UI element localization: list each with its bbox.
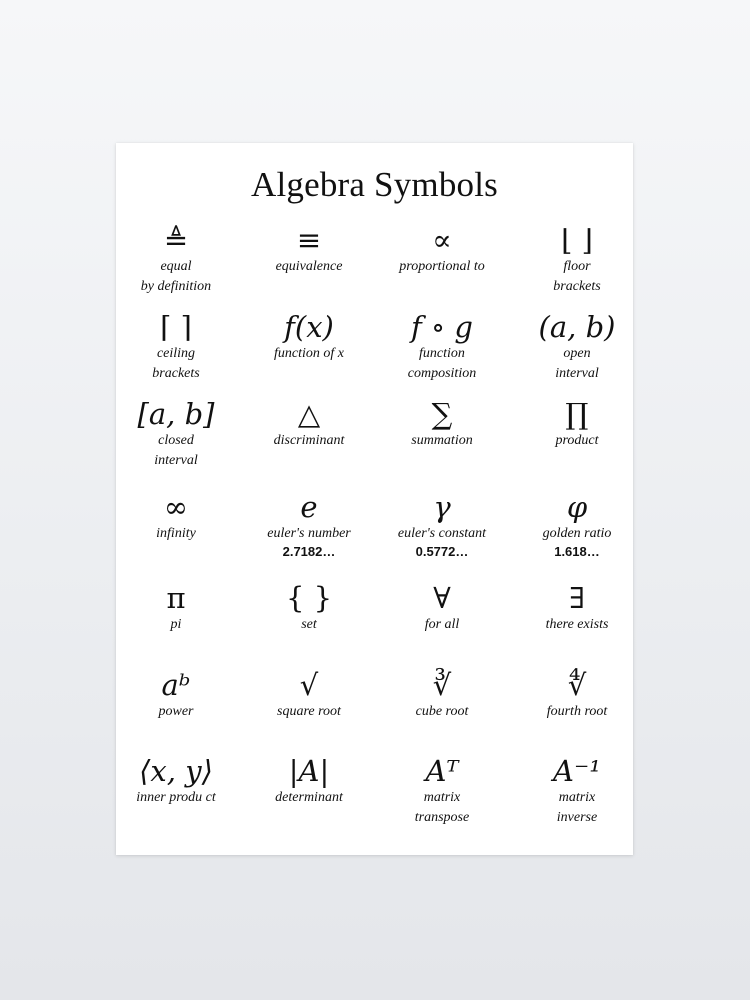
math-symbol: ∑: [431, 397, 453, 431]
symbol-label: floor: [563, 259, 591, 274]
math-symbol: γ: [433, 490, 451, 524]
math-symbol: f ∘ g: [411, 310, 473, 344]
symbol-card: [513, 397, 641, 451]
symbol-card: [245, 310, 373, 364]
math-symbol: A⁻¹: [553, 754, 601, 788]
poster-title: Algebra Symbols: [250, 165, 498, 204]
symbol-card: [513, 754, 641, 828]
math-symbol: ∝: [432, 223, 452, 257]
poster: [116, 143, 633, 855]
symbol-card: [378, 754, 506, 828]
symbol-card: [112, 581, 240, 635]
symbol-label: set: [301, 617, 317, 632]
symbol-label: proportional to: [399, 259, 485, 274]
symbol-label: equal: [160, 259, 192, 274]
symbol-label: brackets: [152, 366, 200, 381]
symbol-card: [513, 223, 641, 297]
symbol-label: inverse: [556, 810, 598, 825]
math-symbol: [a, b]: [137, 397, 215, 431]
symbol-label: determinant: [275, 790, 343, 805]
math-symbol: ∀: [433, 581, 451, 615]
symbol-label: golden ratio: [542, 526, 612, 541]
symbol-label: equivalence: [275, 259, 343, 274]
symbol-label: composition: [407, 366, 477, 381]
symbol-label: brackets: [553, 279, 601, 294]
symbol-card: [245, 490, 373, 560]
symbol-label: closed: [158, 433, 194, 448]
symbol-card: [245, 668, 373, 722]
symbol-card: [245, 397, 373, 451]
math-symbol: π: [166, 581, 186, 615]
symbol-label: by definition: [140, 279, 212, 294]
symbol-label: power: [158, 704, 194, 719]
symbol-label: product: [555, 433, 599, 448]
math-symbol: f(x): [284, 310, 334, 344]
math-symbol: φ: [566, 490, 588, 524]
symbol-card: [112, 668, 240, 722]
symbol-label: inner produ ct: [136, 790, 216, 805]
math-symbol: { }: [285, 581, 333, 615]
math-symbol: |A|: [288, 754, 330, 788]
math-symbol: ⟨x, y⟩: [139, 754, 213, 788]
math-symbol: ∛: [432, 668, 452, 702]
math-symbol: √: [299, 668, 319, 702]
math-symbol: Aᵀ: [425, 754, 459, 788]
constant-value: 0.5772…: [415, 544, 469, 559]
symbol-label: summation: [411, 433, 473, 448]
symbol-card: [245, 223, 373, 277]
symbol-card: [378, 581, 506, 635]
math-symbol: e: [300, 490, 318, 524]
symbol-card: [112, 490, 240, 544]
symbol-card: [245, 581, 373, 635]
symbol-label: there exists: [545, 617, 609, 632]
symbol-label: square root: [277, 704, 341, 719]
symbol-card: [112, 310, 240, 384]
symbol-card: [513, 490, 641, 560]
symbol-label: matrix: [558, 790, 596, 805]
math-symbol: ∜: [567, 668, 587, 702]
symbol-card: [112, 223, 240, 297]
symbol-label: function of x: [274, 346, 344, 361]
symbol-label: for all: [424, 617, 460, 632]
symbol-label: open: [563, 346, 591, 361]
constant-value: 2.7182…: [282, 544, 336, 559]
math-symbol: ⌊ ⌋: [561, 223, 593, 257]
constant-value: 1.618…: [554, 544, 600, 559]
math-symbol: ≡: [296, 223, 322, 257]
symbol-label: ceiling: [156, 346, 196, 361]
symbol-card: [378, 490, 506, 560]
symbol-label: fourth root: [546, 704, 608, 719]
symbol-label: euler's constant: [397, 526, 487, 541]
symbol-label: interval: [555, 366, 599, 381]
symbol-label: cube root: [415, 704, 469, 719]
symbol-card: [378, 310, 506, 384]
math-symbol: △: [297, 397, 321, 431]
symbol-label: infinity: [156, 526, 196, 541]
symbol-label: function: [419, 346, 465, 361]
math-symbol: ∃: [569, 581, 585, 615]
math-symbol: (a, b): [538, 310, 616, 344]
symbol-card: [513, 310, 641, 384]
math-symbol: ⌈ ⌉: [160, 310, 192, 344]
symbol-card: [513, 581, 641, 635]
symbol-card: [378, 668, 506, 722]
math-symbol: aᵇ: [161, 668, 191, 702]
symbol-card: [378, 397, 506, 451]
symbol-label: interval: [154, 453, 198, 468]
math-symbol: ∏: [565, 397, 589, 431]
math-symbol: ≜: [163, 223, 189, 257]
symbol-card: [378, 223, 506, 277]
symbol-card: [245, 754, 373, 808]
symbol-label: pi: [170, 617, 182, 632]
symbol-card: [513, 668, 641, 722]
symbol-label: discriminant: [273, 433, 345, 448]
symbol-label: euler's number: [267, 526, 351, 541]
symbol-card: [112, 754, 240, 808]
math-symbol: ∞: [163, 490, 189, 524]
symbol-card: [112, 397, 240, 471]
symbol-label: transpose: [414, 810, 470, 825]
symbol-label: matrix: [423, 790, 461, 805]
